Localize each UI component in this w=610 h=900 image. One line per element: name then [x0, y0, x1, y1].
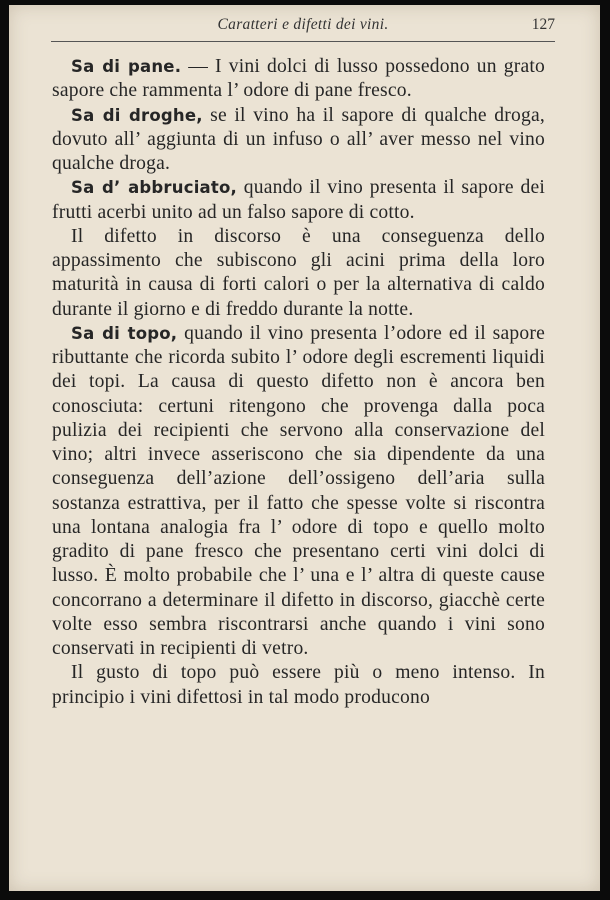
paragraph-gusto-di-topo	[52, 661, 545, 710]
header-rule	[51, 41, 555, 42]
term-heading: Sa di pane.	[71, 57, 182, 76]
paragraph-text: — I vini dolci di lusso possedono un grato sapore che rammenta l’ odore di pane fresco.	[52, 56, 546, 102]
paragraph-text: quando il vino presenta l’odore ed il sapore ributtante che ricorda subito l’ odore degli escrementi liquidi dei topi. La causa di questo difetto non è ancora ben conosciuta: certuni ritengono che provenga dalla poca pulizia dei recipienti che servono alla conservazione del vino; altri invece asseriscono che sia dipendente da una conseguenza dell’azione dell’ossigeno dell’aria sulla sostanza estrattiva, per il fatto che spesse volte si riscontra una lontana analogia fra l’ odore di topo e quello molto gradito di pane fresco che presentano certi vini dolci di lusso. È molto probabile che l’ una e l’ altra di queste cause concorrano a determinare il difetto in discorso, giacchè certe volte esso sembra riscontrarsi anche quando i vini sono conservati in recipienti di vetro.	[52, 322, 546, 659]
term-heading: Sa d’ abbruciato,	[71, 178, 237, 198]
paragraph-sa-d-abbruciato	[52, 176, 545, 225]
paragraph-difetto	[52, 225, 545, 322]
page-number: 127	[531, 16, 555, 33]
paragraph-sa-di-droghe	[52, 104, 545, 177]
running-title: Caratteri e difetti dei vini.	[217, 16, 389, 33]
paragraph-sa-di-topo	[52, 322, 545, 662]
running-head	[51, 10, 555, 36]
paragraph-text: se il vino ha il sapore di qualche droga, dovuto all’ aggiunta di un infuso o all’ aver messo nel vino qualche droga.	[52, 104, 546, 174]
paragraph-text: quando il vino presenta il sapore dei frutti acerbi unito ad un falso sapore di cotto.	[52, 177, 545, 223]
paragraph-sa-di-pane	[52, 55, 545, 104]
term-heading: Sa di droghe,	[71, 105, 203, 125]
paragraph-text: Il difetto in discorso è una conseguenza dello appassimento che subiscono gli acini prima della loro maturità in causa di forti calori o per la alternativa di caldo durante il giorno e di freddo durante la notte.	[52, 225, 545, 320]
paragraph-text: Il gusto di topo può essere più o meno intenso. In principio i vini difettosi in tal modo producono	[52, 662, 545, 708]
term-heading: Sa di topo,	[71, 323, 178, 343]
body-text	[52, 55, 545, 710]
book-page	[9, 5, 600, 891]
